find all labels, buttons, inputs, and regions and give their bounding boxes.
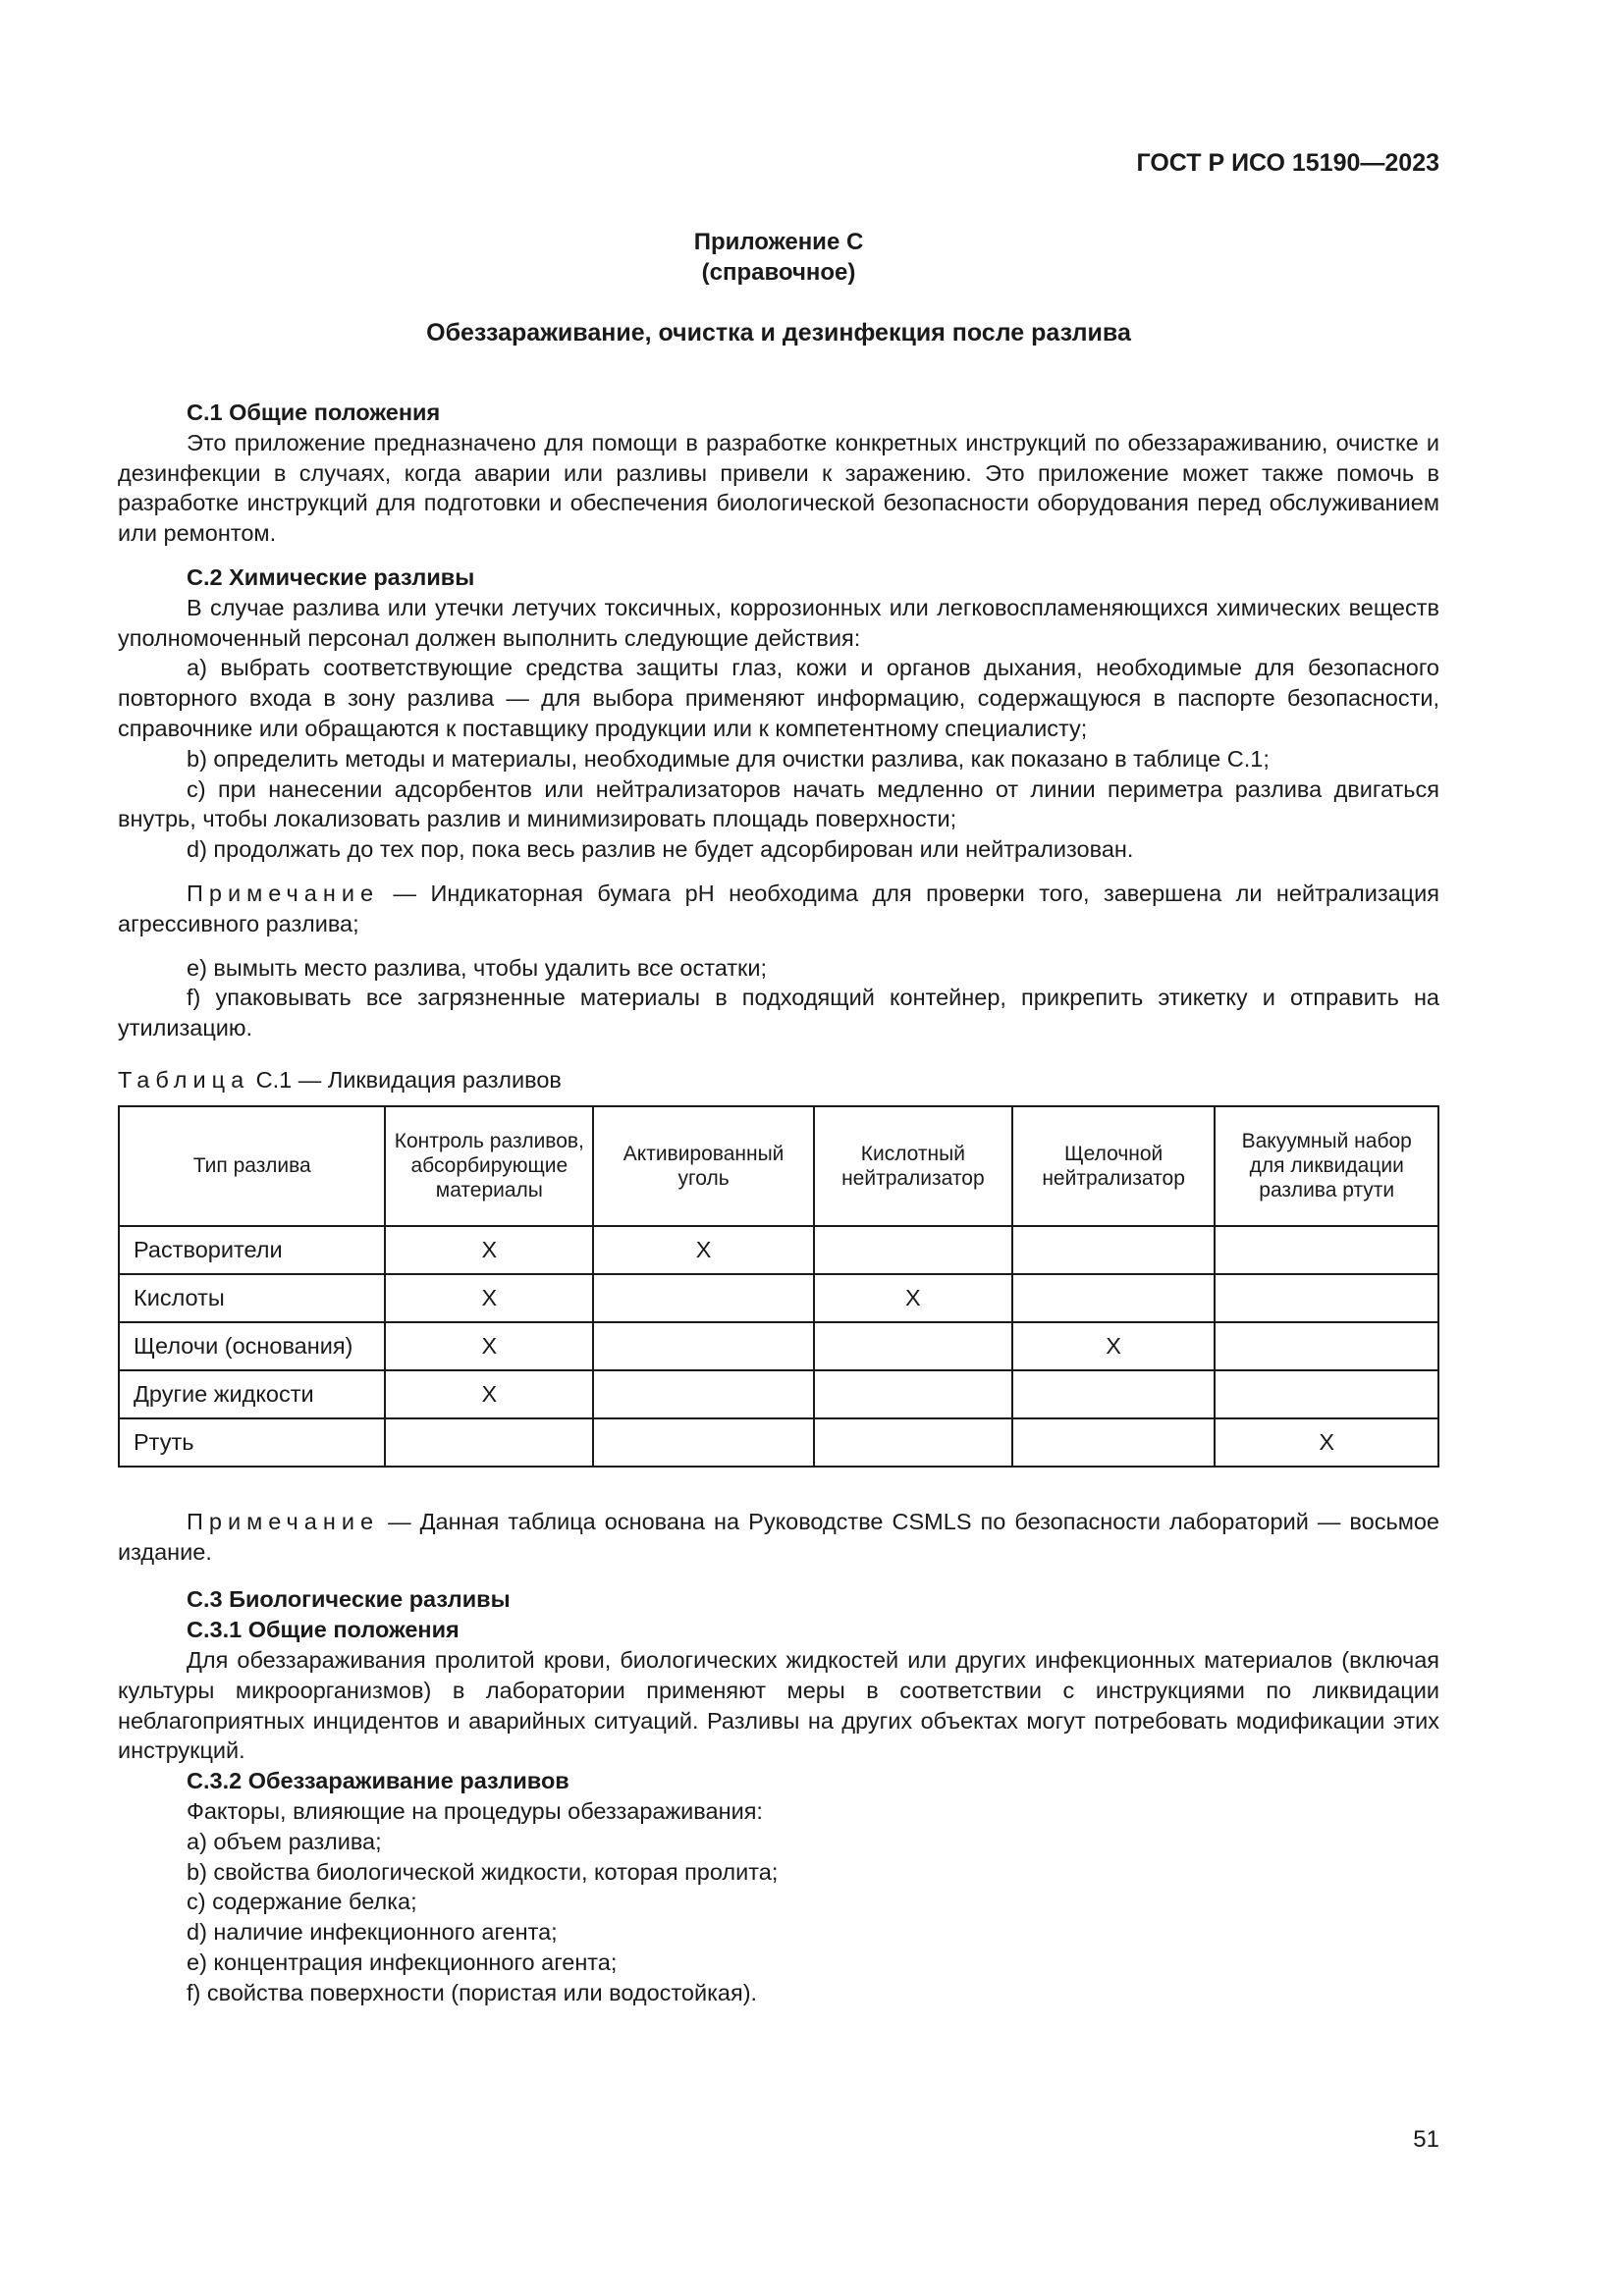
table-cell xyxy=(1012,1226,1216,1274)
table-cell: Щелочи (основания) xyxy=(119,1322,385,1370)
table-row xyxy=(119,1274,1438,1322)
section-heading: С.2 Химические разливы xyxy=(187,563,475,590)
table-cell xyxy=(1215,1370,1438,1418)
table-cell: X xyxy=(385,1226,593,1274)
list-item: с) при нанесении адсорбентов или нейтрализаторов начать медленно от линии периметра разлива двигаться внутрь, чтобы локализовать разлив и минимизировать площадь поверхности; xyxy=(118,775,1439,832)
list-item: b) определить методы и материалы, необходимые для очистки разлива, как показано в таблице С.1; xyxy=(187,745,1270,772)
table-row xyxy=(119,1226,1438,1274)
table-row xyxy=(119,1322,1438,1370)
column-header: Контроль разливов, абсорбирующие материалы xyxy=(385,1106,593,1226)
table-cell: Растворители xyxy=(119,1226,385,1274)
note-label: Примечание xyxy=(187,880,380,906)
table-cell: Кислоты xyxy=(119,1274,385,1322)
section-heading: С.1 Общие положения xyxy=(187,400,441,425)
column-header: Кислотный нейтрализатор xyxy=(814,1106,1012,1226)
document-body xyxy=(118,398,1439,2007)
table-cell xyxy=(1215,1226,1438,1274)
list-item: а) выбрать соответствующие средства защиты глаз, кожи и органов дыхания, необходимые для безопасного повторного входа в зону разлива — для выбора применяют информацию, содержащуюся в паспорте безопасности, справочнике или обращаются к поставщику продукции или к компетентному специалисту; xyxy=(118,655,1439,741)
column-header: Тип разлива xyxy=(119,1106,385,1226)
annex-title-block xyxy=(118,227,1439,288)
annex-subtitle: (справочное) xyxy=(701,259,856,286)
note xyxy=(118,879,1439,939)
list-item: f) упаковывать все загрязненные материалы в подходящий контейнер, прикрепить этикетку и отправить на утилизацию. xyxy=(118,985,1439,1041)
table-cell: Другие жидкости xyxy=(119,1370,385,1418)
annex-heading: Обеззараживание, очистка и дезинфекция после разлива xyxy=(426,319,1131,347)
table-note xyxy=(118,1507,1439,1568)
list-item: с) содержание белка; xyxy=(187,1889,417,1915)
table-cell: X xyxy=(1215,1418,1438,1467)
table-cell: X xyxy=(593,1226,814,1274)
paragraph: Для обеззараживания пролитой крови, биологических жидкостей или других инфекционных материалов (включая культуры микроорганизмов) в лаборатории применяют меры в соответствии с инструкциями по ликвидации неблагоприятных инцидентов и аварийных ситуаций. Разливы на других объектах могут потребовать модификации этих инструкций. xyxy=(118,1646,1439,1764)
paragraph: В случае разлива или утечки летучих токсичных, коррозионных или легковоспламеняющихся химических веществ уполномоченный персонал должен выполнить следующие действия: xyxy=(118,594,1439,651)
table-cell xyxy=(593,1274,814,1322)
list-item: е) вымыть место разлива, чтобы удалить все остатки; xyxy=(187,954,767,981)
table-cell: X xyxy=(814,1274,1012,1322)
table-cell xyxy=(814,1226,1012,1274)
table-cell xyxy=(1215,1322,1438,1370)
column-header: Вакуумный набор для ликвидации разлива ртути xyxy=(1215,1106,1438,1226)
list-item: d) продолжать до тех пор, пока весь разлив не будет адсорбирован или нейтрализован. xyxy=(187,836,1134,863)
paragraph: Факторы, влияющие на процедуры обеззараживания: xyxy=(187,1797,763,1824)
paragraph: Это приложение предназначено для помощи в разработке конкретных инструкций по обеззараживанию, очистке и дезинфекции в случаях, когда аварии или разливы привели к заражению. Это приложение может также помочь в разработке инструкций для подготовки и обеспечения биологической безопасности оборудования перед обслуживанием или ремонтом. xyxy=(118,429,1439,547)
table-cell xyxy=(593,1370,814,1418)
annex-title: Приложение С xyxy=(693,229,864,255)
table-cell xyxy=(814,1370,1012,1418)
table-header-row xyxy=(119,1106,1438,1226)
subsection-heading: С.3.1 Общие положения xyxy=(187,1617,460,1643)
table-cell xyxy=(814,1418,1012,1467)
table-cell xyxy=(814,1322,1012,1370)
note-text: — Индикаторная бумага рН необходима для проверки того, завершена ли нейтрализация агрессивного разлива; xyxy=(118,880,1439,936)
table-cell: Ртуть xyxy=(119,1418,385,1467)
note-text: — Данная таблица основана на Руководстве CSMLS по безопасности лабораторий — восьмое издание. xyxy=(118,1508,1439,1565)
standard-code: ГОСТ Р ИСО 15190—2023 xyxy=(1136,149,1439,177)
column-header: Щелочной нейтрализатор xyxy=(1012,1106,1216,1226)
list-item: b) свойства биологической жидкости, которая пролита; xyxy=(187,1858,779,1885)
table-cell xyxy=(1012,1370,1216,1418)
table-row xyxy=(119,1418,1438,1467)
table-cell xyxy=(593,1322,814,1370)
table-caption-label: Таблица xyxy=(118,1066,250,1093)
table-cell xyxy=(1215,1274,1438,1322)
list-item: е) концентрация инфекционного агента; xyxy=(187,1949,618,1975)
table-cell: X xyxy=(385,1370,593,1418)
note-label: Примечание xyxy=(187,1508,380,1534)
subsection-heading: С.3.2 Обеззараживание разливов xyxy=(187,1768,569,1794)
page-number: 51 xyxy=(1413,2126,1439,2153)
table-row xyxy=(119,1370,1438,1418)
table-cell xyxy=(1012,1418,1216,1467)
list-item: а) объем разлива; xyxy=(187,1828,382,1854)
table-caption-text: С.1 — Ликвидация разливов xyxy=(249,1066,562,1093)
list-item: d) наличие инфекционного агента; xyxy=(187,1919,558,1946)
list-item: f) свойства поверхности (пористая или водостойкая). xyxy=(187,1979,758,2005)
table-cell xyxy=(593,1418,814,1467)
table-cell: X xyxy=(385,1274,593,1322)
spill-table xyxy=(118,1105,1439,1468)
column-header: Активированный уголь xyxy=(593,1106,814,1226)
table-cell: X xyxy=(1012,1322,1216,1370)
table-cell xyxy=(1012,1274,1216,1322)
table-cell: X xyxy=(385,1322,593,1370)
table-cell xyxy=(385,1418,593,1467)
section-heading: С.3 Биологические разливы xyxy=(187,1586,511,1613)
table-caption xyxy=(118,1065,1439,1095)
